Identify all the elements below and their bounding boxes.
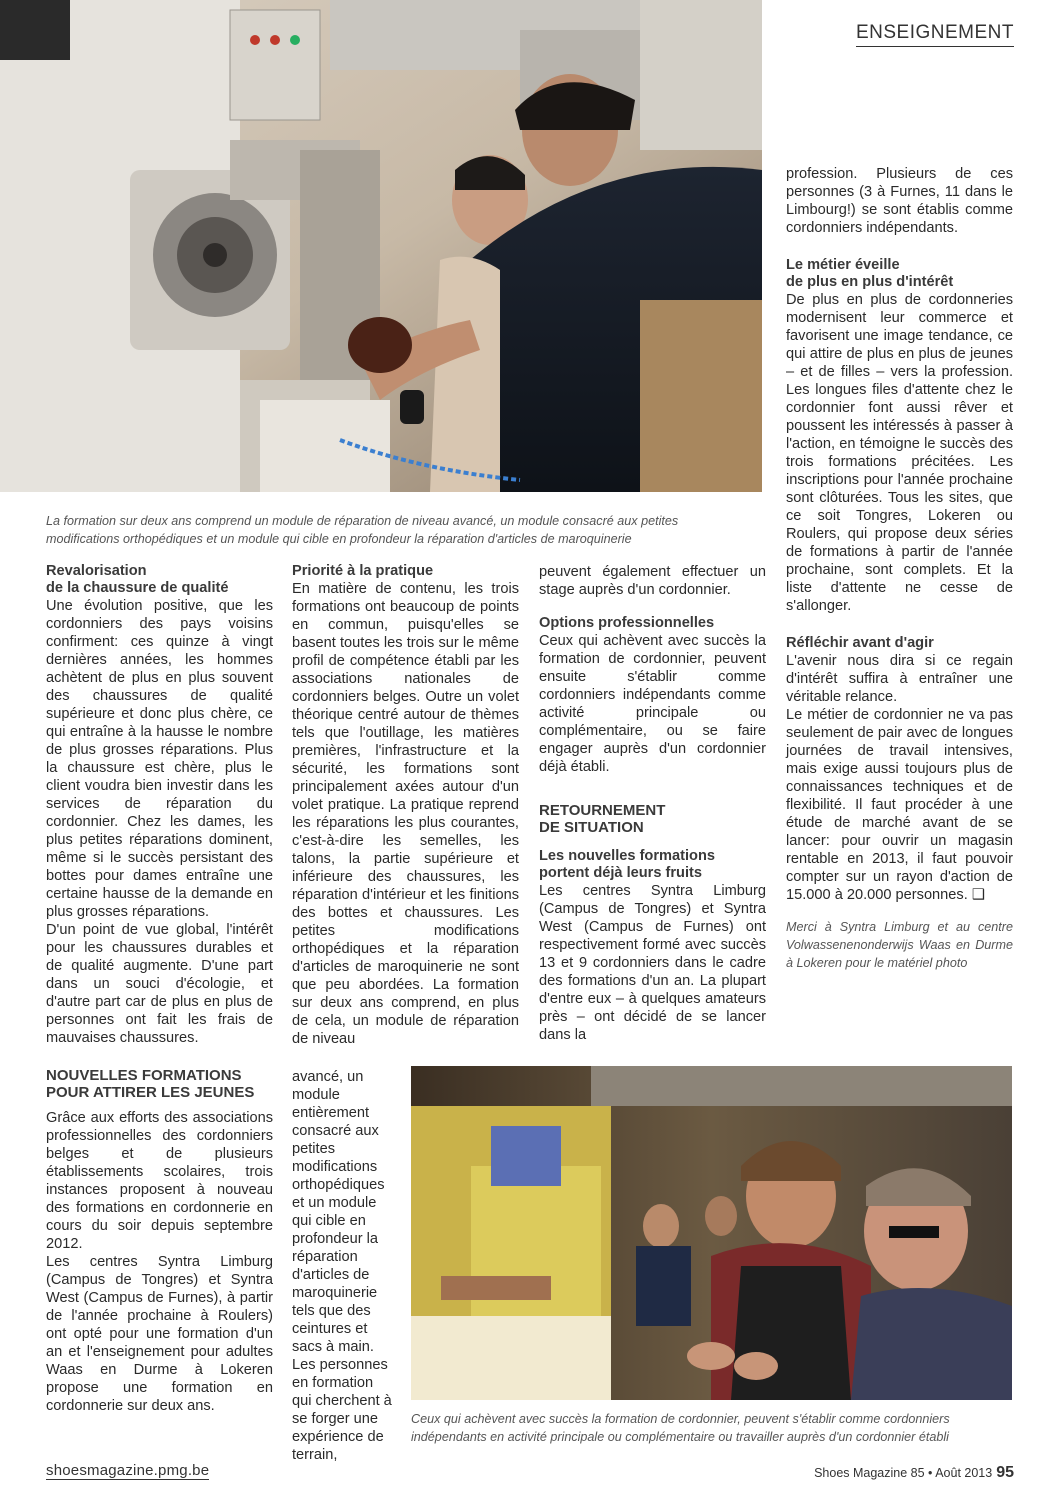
workshop-machine-photo (0, 0, 762, 492)
paragraph: avancé, un module entièrement consacré aux petites modifications orthopédiques et un module qui cible en profondeur la réparation d'articles de maroquinerie tels que des ceintures et sacs à main. Les personnes en formation qui cherchent à se forger une expérience de terrain, (292, 1069, 392, 1463)
heading-priorite: Priorité à la pratique (292, 563, 434, 579)
photo-credit: Merci à Syntra Limburg et au centre Volwassenenonderwijs Waas en Durme à Lokeren pour le matériel photo (786, 920, 1013, 970)
heading-revalorisation: Revalorisation de la chaussure de qualité (46, 563, 229, 596)
paragraph: Une évolution positive, que les cordonniers des pays voisins confirment: ces quinze à vingt dernières années, les hommes achètent de plus en plus souvent des chaussures de qualité supérieure et donc plus chère, ce qui entraîne à la hausse le nombre de plus grosses réparations. Plus la chaussure est chère, plus le client voudra bien investir dans les services de réparation du cordonnier. Chez les dames, les plus petites réparations dominent, même si le succès persistant des bottes pour dames entraîne une certaine hausse de la demande en plus grosses réparations. (46, 598, 273, 920)
paragraph: Les centres Syntra Limburg (Campus de Tongres) et Syntra West (Campus de Furnes) ont respectivement formé avec succès 13 et 9 cordonniers dans le cadre des formations d'un an. La plupart d'entre eux – à quelques amateurs près – ont décidé de se lancer dans la (539, 883, 766, 1043)
paragraph: Le métier de cordonnier ne va pas seulement de pair avec de longues journées de travail intensives, mais exige aussi toujours plus de connaissances techniques et de flexibilité. Il faut procéder à une étude de marché avant de se lancer: pour ouvrir un magasin rentable en 2013, il faut pouvoir compter sur un rayon d'action de 15.000 à 20.000 personnes. ❑ (786, 707, 1013, 903)
heading-retournement: RETOURNEMENT DE SITUATION (539, 802, 666, 836)
heading-nouvelles-formations: NOUVELLES FORMATIONS POUR ATTIRER LES JEUNES (46, 1067, 255, 1101)
column-2 (292, 563, 519, 1048)
heading-metier-eveille: Le métier éveille de plus en plus d'intérêt (786, 257, 954, 290)
paragraph: Grâce aux efforts des associations professionnelles des cordonniers belges et de plusieurs établissements scolaires, trois instances proposent à nouveau des formations en cordonnerie en cours du soir depuis septembre 2012. (46, 1110, 273, 1252)
heading-nouvelles-fruits: Les nouvelles formations portent déjà leurs fruits (539, 848, 715, 881)
paragraph: En matière de contenu, les trois formations ont beaucoup de points en commun, puisqu'elles se basent toutes les trois sur le même profil de compétence établi par les associations nationales de cordonniers belges. Outre un volet théorique centré autour de thèmes tels que l'outillage, les matières premières, l'infrastructure et la sécurité, les formations sont principalement axées autour d'un volet pratique. La pratique reprend les réparations les plus courantes, c'est-à-dire les semelles, les talons, la partie supérieure et inférieure des chaussures, les réparation d'intérieur et les finitions des bottes et chaussures. Les petites modifications orthopédiques et la réparation d'articles de maroquinerie ne sont que peu abordées. La formation sur deux ans comprend, en plus de cela, un module de réparation de niveau (292, 581, 519, 1047)
column-4 (786, 165, 1013, 972)
top-photo-caption: La formation sur deux ans comprend un module de réparation de niveau avancé, un module consacré aux petites modifications orthopédiques et un module qui cible en profondeur la réparation d'articles de maroquinerie (46, 514, 679, 546)
bottom-photo-caption: Ceux qui achèvent avec succès la formation de cordonnier, peuvent s'établir comme cordonniers indépendants en activité principale ou complémentaire ou travailler auprès d'un cordonnier établi (411, 1412, 950, 1444)
paragraph: L'avenir nous dira si ce regain d'intérêt suffira à entraîner une véritable relance. (786, 653, 1013, 705)
footer-site-link[interactable]: shoesmagazine.pmg.be (46, 1462, 210, 1479)
column-1 (46, 563, 273, 1415)
page-number: 95 (996, 1464, 1014, 1481)
cobblers-at-work-photo (411, 1066, 1012, 1400)
paragraph: Ceux qui achèvent avec succès la formation de cordonnier, peuvent ensuite s'établir comme cordonniers indépendants comme activité principale ou complémentaire, ou se faire engager auprès d'un cordonnier déjà établi. (539, 633, 766, 775)
paragraph: D'un point de vue global, l'intérêt pour les chaussures durables et de qualité augmente. D'une part dans un souci d'écologie, et d'autre part car de plus en plus de personnes ont fait les frais de mauvaises chaussures. (46, 922, 273, 1046)
column-3 (539, 563, 766, 1044)
section-tag: ENSEIGNEMENT (856, 22, 1014, 47)
paragraph: profession. Plusieurs de ces personnes (3 à Furnes, 11 dans le Limbourg!) se sont établis comme cordonniers indépendants. (786, 166, 1013, 236)
footer-issue (814, 1464, 1014, 1482)
heading-options: Options professionnelles (539, 615, 715, 631)
paragraph: Les centres Syntra Limburg (Campus de Tongres) et Syntra West (Campus de Furnes), à partir de l'année prochaine à Roulers) ont opté pour une formation d'un an et l'enseignement pour adultes Waas en Durme à Lokeren propose une formation en cordonnerie sur deux ans. (46, 1254, 273, 1414)
paragraph: peuvent également effectuer un stage auprès d'un cordonnier. (539, 564, 766, 598)
heading-reflechir: Réfléchir avant d'agir (786, 635, 934, 651)
footer-issue-label: Shoes Magazine 85 • Août 2013 (814, 1466, 993, 1480)
column-2-narrow (292, 1068, 394, 1464)
paragraph: De plus en plus de cordonneries modernisent leur commerce et favorisent une image tendance, ce qui attire de plus en plus de jeunes – et de filles – vers la profession. Les longues files d'attente chez le cordonnier font aussi rêver et poussent les intéressés à passer à l'action, en témoigne le succès des trois formations précitées. Les inscriptions pour l'année prochaine sont clôturées. Tous les sites, que ce soit Tongres, Lokeren ou Roulers, qui propose deux séries de formations à partir de l'année prochaine, sont complets. Et la liste d'attente ne cesse de s'allonger. (786, 292, 1013, 614)
